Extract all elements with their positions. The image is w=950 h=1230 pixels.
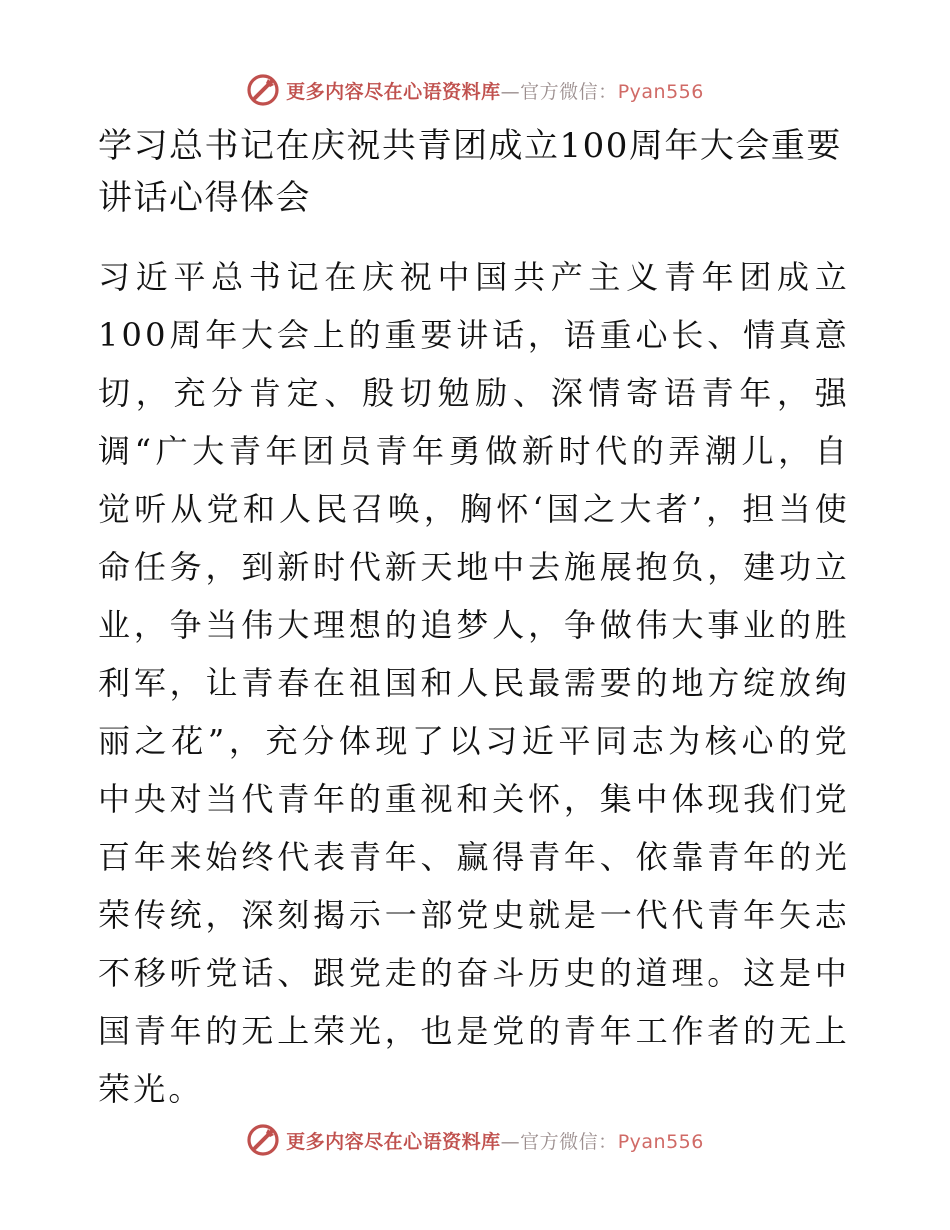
- document-body: 习近平总书记在庆祝中国共产主义青年团成立100周年大会上的重要讲话，语重心长、情真意切，充分肯定、殷切勉励、深情寄语青年，强调“广大青年团员青年勇做新时代的弄潮儿，自觉听从党和人民召唤，胸怀‘国之大者’，担当使命任务，到新时代新天地中去施展抱负，建功立业，争当伟大理想的追梦人，争做伟大事业的胜利军，让青春在祖国和人民最需要的地方绽放绚丽之花”，充分体现了以习近平同志为核心的党中央对当代青年的重视和关怀，集中体现我们党百年来始终代表青年、赢得青年、依靠青年的光荣传统，深刻揭示一部党史就是一代代青年矢志不移听党话、跟党走的奋斗历史的道理。这是中国青年的无上荣光，也是党的青年工作者的无上荣光。: [98, 258, 850, 1108]
- header-watermark: [0, 70, 950, 110]
- watermark-text: 更多内容尽在心语资料库—官方微信：Pyan556: [286, 1130, 704, 1153]
- document-title: 学习总书记在庆祝共青团成立100周年大会重要讲话心得体会: [98, 126, 842, 218]
- footer-watermark: [0, 1120, 950, 1160]
- brush-logo-icon: [246, 73, 280, 107]
- brush-logo-icon: [246, 1123, 280, 1157]
- watermark-text: 更多内容尽在心语资料库—官方微信：Pyan556: [286, 80, 704, 103]
